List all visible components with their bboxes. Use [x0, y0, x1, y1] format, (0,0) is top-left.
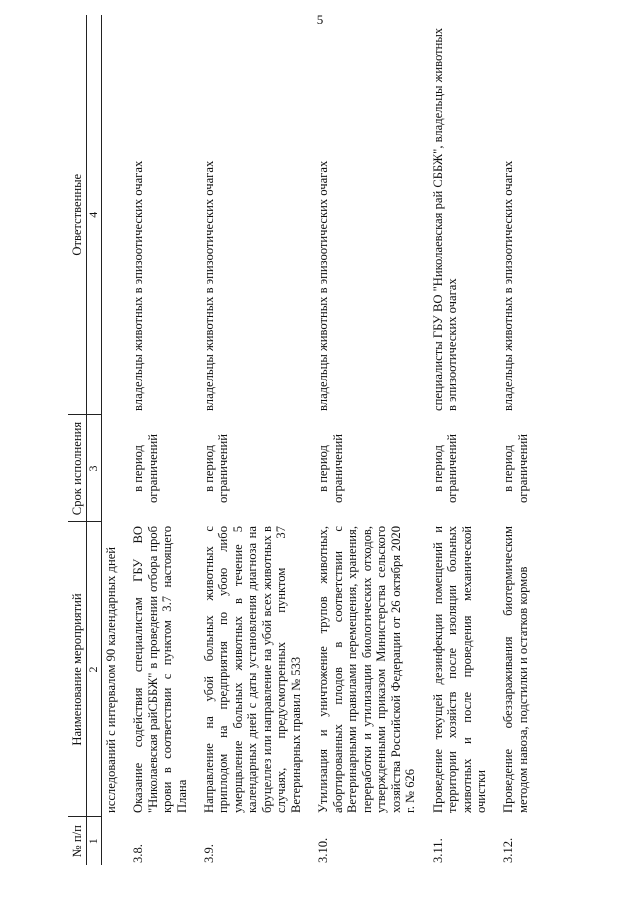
- row-num: 3.8.: [131, 844, 146, 863]
- header-term: Срок исполнения: [68, 415, 87, 522]
- row-name: Утилизация и уничтожение трупов животных, абортированных плодов в соответствии с Ветеринарными правилами перемещения, хранения, переработки и утилизации биологических отходов, утвержденными приказом Министерства сельского хозяйства Российской Федерации от 26 октября 2020 г. № 626: [316, 526, 418, 813]
- row-resp: владельцы животных в эпизоотических очагах: [316, 160, 331, 411]
- page-number: 5: [316, 12, 324, 27]
- row-name: Проведение обеззараживания биотермическим методом навоза, подстилки и остатков кормов: [501, 526, 530, 813]
- row-term: в период ограничений: [430, 434, 460, 503]
- row-num: 3.9.: [202, 844, 216, 863]
- row-num: [101, 817, 128, 865]
- table-row: [313, 15, 427, 865]
- row-term: в период ограничений: [316, 434, 345, 503]
- row-term: [101, 415, 128, 522]
- header-resp: Ответственные: [68, 15, 87, 415]
- row-resp: владельцы животных в эпизоотических очагах: [501, 160, 516, 411]
- header-num: № п/п: [68, 817, 87, 865]
- row-resp: владельцы животных в эпизоотических очагах: [202, 160, 216, 411]
- rotated-page: [0, 10, 640, 885]
- measures-table: [68, 15, 540, 865]
- row-resp: владельцы животных в эпизоотических очагах: [131, 160, 146, 411]
- row-num: 3.11.: [430, 838, 445, 863]
- row-resp: специалисты ГБУ ВО "Николаевская рай СББЖ", владельцы животных в эпизоотических очагах: [430, 27, 460, 411]
- column-index-2: 2: [87, 522, 101, 817]
- row-name: Оказание содействия специалистам ГБУ ВО "Николаевская райСББЖ" в проведении отбора проб крови в соответствии с пунктом 3.7 настоящего Плана: [131, 526, 189, 813]
- row-term: в период ограничений: [131, 434, 160, 503]
- table-header-row: [68, 15, 87, 865]
- row-num: 3.10.: [316, 837, 331, 863]
- table-row: [498, 15, 540, 865]
- header-name: Наименование мероприятий: [68, 522, 87, 817]
- table-row: [199, 15, 313, 865]
- table-row: [101, 15, 128, 865]
- table-row: [428, 15, 499, 865]
- row-term: в период ограничений: [501, 434, 530, 503]
- row-resp: [101, 15, 128, 415]
- column-index-4: 4: [87, 15, 101, 415]
- column-index-row: [87, 15, 101, 865]
- row-term: в период ограничений: [202, 434, 231, 503]
- row-name: исследований с интервалом 90 календарных дней: [103, 546, 118, 813]
- row-name: Проведение текущей дезинфекции помещений и территории хозяйств после изоляции больных животных и после проведения механической очистки: [430, 526, 488, 813]
- table-row: [128, 15, 199, 865]
- row-num: 3.12.: [501, 837, 516, 863]
- row-name: Направление на убой больных животных с приплодом на предприятия по убою либо умерщвление больных животных в течение 5 календарных дней с даты установления диагноза на бруцеллез или направление на убой всех животных в случаях, предусмотренных пунктом 37 Ветеринарных правил № 533: [202, 526, 303, 813]
- column-index-3: 3: [87, 415, 101, 522]
- column-index-1: 1: [87, 817, 101, 865]
